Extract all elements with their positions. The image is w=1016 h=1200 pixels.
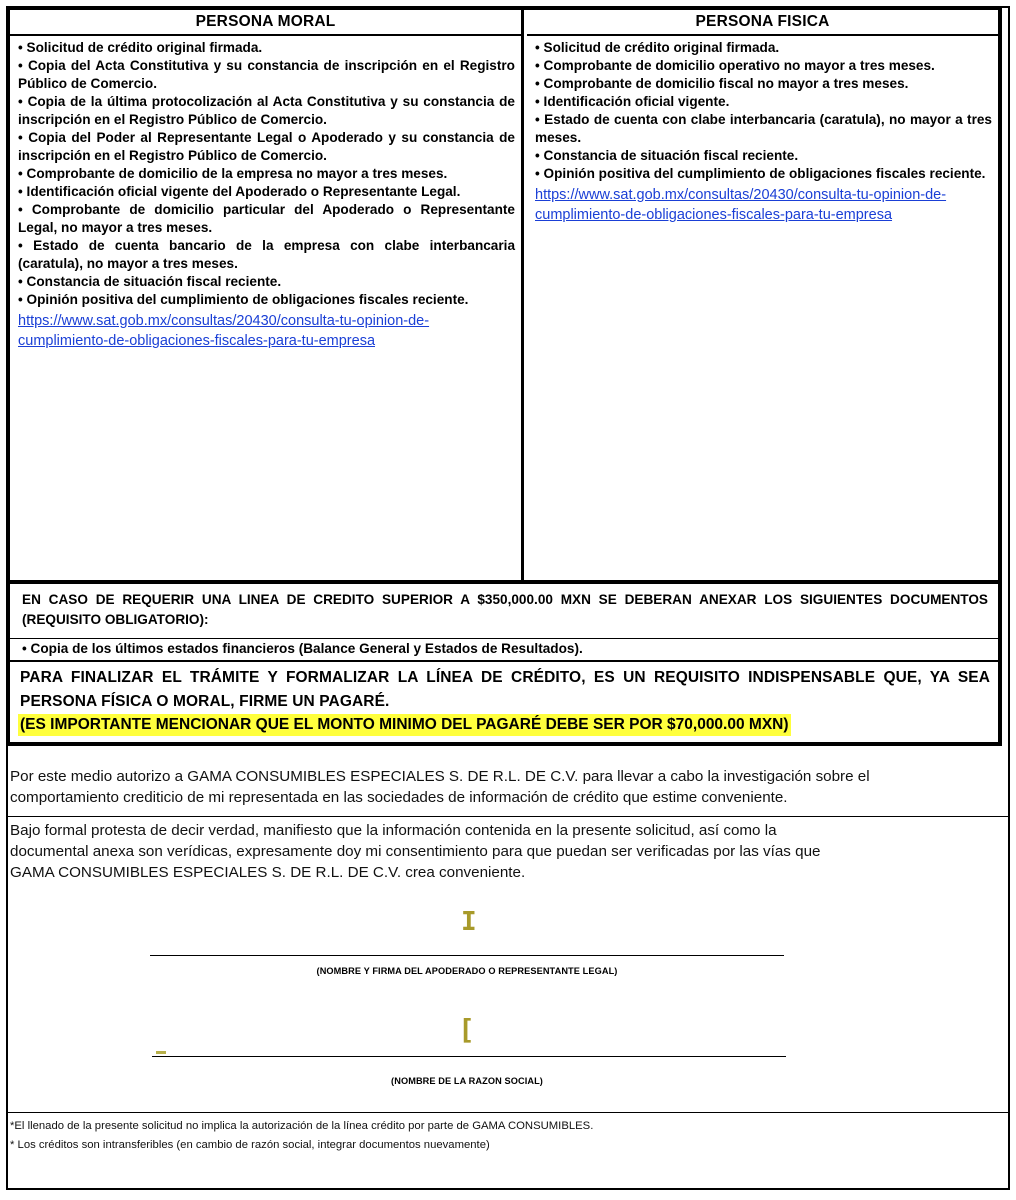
footnote-non-transferable: * Los créditos son intransferibles (en cambio de razón social, integrar documentos nuevamente) bbox=[10, 1139, 490, 1151]
pagare-text: PARA FINALIZAR EL TRÁMITE Y FORMALIZAR LA LÍNEA DE CRÉDITO, ES UN REQUISITO INDISPENSABLE QUE, YA SEA PERSONA FÍSICA O MORAL, FIRME UN PAGARÉ. bbox=[20, 669, 990, 710]
persona-moral-column bbox=[10, 10, 524, 580]
persona-moral-list bbox=[10, 36, 521, 351]
signature-line-company[interactable] bbox=[152, 1056, 786, 1057]
list-item: • Estado de cuenta bancario de la empresa con clabe interbancaria (caratula), no mayor a tres meses. bbox=[18, 238, 515, 271]
pagare-notice bbox=[6, 662, 1002, 746]
list-item: • Solicitud de crédito original firmada. bbox=[535, 40, 780, 55]
pagare-minimum-highlight: (ES IMPORTANTE MENCIONAR QUE EL MONTO MINIMO DEL PAGARÉ DEBE SER POR $70,000.00 MXN) bbox=[18, 714, 791, 736]
list-item: • Copia del Poder al Representante Legal o Apoderado y su constancia de inscripción en el Registro Público de Comercio. bbox=[18, 130, 515, 163]
list-item: • Solicitud de crédito original firmada. bbox=[18, 40, 263, 55]
list-item: • Comprobante de domicilio de la empresa no mayor a tres meses. bbox=[18, 166, 448, 181]
persona-fisica-header: PERSONA FISICA bbox=[527, 10, 998, 36]
list-item: • Copia del Acta Constitutiva y su constancia de inscripción en el Registro Público de Comercio. bbox=[18, 58, 515, 91]
list-item: • Comprobante de domicilio operativo no mayor a tres meses. bbox=[535, 58, 935, 73]
list-item: • Opinión positiva del cumplimiento de obligaciones fiscales reciente. bbox=[535, 166, 986, 181]
sat-opinion-link[interactable]: https://www.sat.gob.mx/consultas/20430/consulta-tu-opinion-de-cumplimiento-de-obligaciones-fiscales-para-tu-empresa bbox=[535, 187, 947, 223]
persona-fisica-column bbox=[527, 10, 998, 580]
list-item: • Comprobante de domicilio fiscal no mayor a tres meses. bbox=[535, 76, 909, 91]
authorization-line: comportamiento crediticio de mi representada en las sociedades de información de crédito que estime conveniente. bbox=[10, 789, 788, 806]
persona-fisica-list bbox=[527, 36, 998, 225]
authorization-line: Por este medio autorizo a GAMA CONSUMIBLES ESPECIALES S. DE R.L. DE C.V. para llevar a cabo la investigación sobre el bbox=[10, 768, 870, 785]
signature-line-representative[interactable] bbox=[150, 955, 784, 956]
truthfulness-declaration bbox=[10, 820, 1000, 883]
signature-label-representative: (NOMBRE Y FIRMA DEL APODERADO O REPRESENTANTE LEGAL) bbox=[316, 966, 618, 976]
list-item: • Constancia de situación fiscal reciente. bbox=[535, 148, 799, 163]
bracket-cursor-icon: [ bbox=[458, 1013, 475, 1046]
footnote-authorization: *El llenado de la presente solicitud no implica la autorización de la línea crédito por parte de GAMA CONSUMIBLES. bbox=[10, 1120, 594, 1132]
list-item: • Identificación oficial vigente del Apoderado o Representante Legal. bbox=[18, 184, 461, 199]
declaration-line: documental anexa son verídicas, expresamente doy mi consentimiento para que puedan ser verificadas por las vías que bbox=[10, 843, 821, 860]
declaration-line: Bajo formal protesta de decir verdad, manifiesto que la información contenida en la presente solicitud, así como la bbox=[10, 822, 777, 839]
list-item: • Copia de la última protocolización al Acta Constitutiva y su constancia de inscripción en el Registro Público de Comercio. bbox=[18, 94, 515, 127]
list-item: • Identificación oficial vigente. bbox=[535, 94, 730, 109]
divider bbox=[6, 816, 1010, 817]
sat-opinion-link[interactable]: https://www.sat.gob.mx/consultas/20430/consulta-tu-opinion-de-cumplimiento-de-obligaciones-fiscales-para-tu-empresa bbox=[18, 313, 430, 349]
persona-moral-header: PERSONA MORAL bbox=[10, 10, 521, 36]
divider bbox=[6, 1112, 1010, 1113]
credit-investigation-authorization bbox=[10, 766, 1000, 808]
declaration-line: GAMA CONSUMIBLES ESPECIALES S. DE R.L. DE C.V. crea conveniente. bbox=[10, 864, 526, 881]
signature-label-company: (NOMBRE DE LA RAZON SOCIAL) bbox=[391, 1076, 543, 1086]
list-item: • Estado de cuenta con clabe interbancaria (caratula), no mayor a tres meses. bbox=[535, 112, 992, 145]
field-marker bbox=[156, 1051, 166, 1054]
list-item: • Comprobante de domicilio particular del Apoderado o Representante Legal, no mayor a tres meses. bbox=[18, 202, 515, 235]
requirements-table bbox=[6, 6, 1002, 584]
text-cursor-icon: I bbox=[461, 907, 477, 937]
credit-line-text: EN CASO DE REQUERIR UNA LINEA DE CREDITO SUPERIOR A $350,000.00 MXN SE DEBERAN ANEXAR LOS SIGUIENTES DOCUMENTOS (REQUISITO OBLIGATORIO): bbox=[22, 592, 988, 627]
list-item: • Opinión positiva del cumplimiento de obligaciones fiscales reciente. bbox=[18, 292, 469, 307]
list-item: • Constancia de situación fiscal reciente. bbox=[18, 274, 282, 289]
credit-line-requirements bbox=[6, 584, 1002, 662]
credit-line-bullet: • Copia de los últimos estados financieros (Balance General y Estados de Resultados). bbox=[10, 638, 998, 660]
